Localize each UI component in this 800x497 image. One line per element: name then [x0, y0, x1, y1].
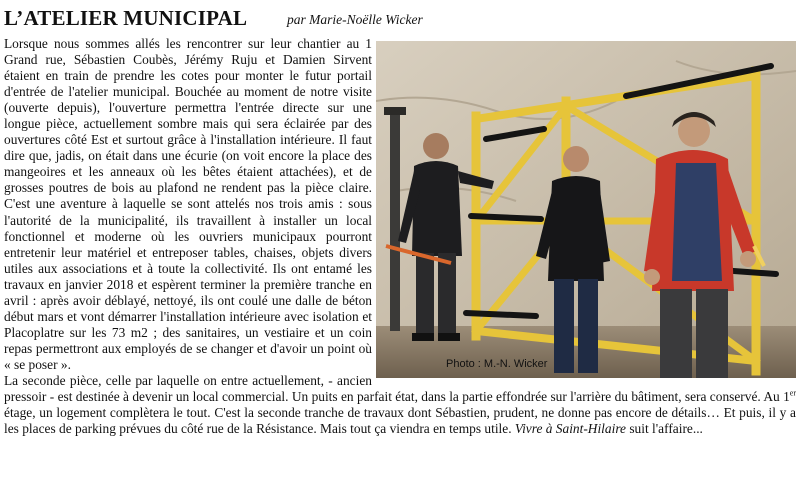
article-body	[4, 36, 796, 437]
paragraph-2-publication-name: Vivre à Saint-Hilaire	[514, 421, 626, 437]
article-paragraph-1: Lorsque nous sommes allés les rencontrer sur leur chantier au 1 Grand rue, Sébastien Coubès, Jérémy Ruju et Damien Sirvent étaient en train de prendre les cotes pour monter le futur portail d'entrée de l'atelier municipal. Bouchée au moment de notre visite (ouverte depuis), l'ouverture permettra l'entrée directe sur une longue pièce, actuellement sombre mais qui sera éclairée par des ouvertures côté Est et surtout grâce à l'installation intérieure. Il faut dire que, jadis, on était dans une écurie (on voit encore la place des mangeoires et les anneaux où les bêtes étaient attachées), et de grosses poutres de bois au plafond ne rendent pas la pièce claire. C'est une aventure à laquelle se sont attelés nos trois amis : sous l'autorité de la municipalité, ils travaillent à installer un local fonctionnel et moderne où les ouvriers municipaux pourront entretenir leur matériel et entreposer tables, chaises, objets divers utiles aux associations et à toute la collectivité. Ils ont entamé les travaux en janvier 2018 et espèrent terminer la première tranche en avril : après avoir déblayé, nettoyé, ils ont coulé une dalle de béton début mars et vont démarrer l'installation intérieure avec isolation et Placoplatre sur les 73 m2 ; des sanitaires, un vestiaire et un coin repas permettront aux employés de se changer et d'avoir un point où « se poser ».	[4, 36, 372, 372]
article-byline: par Marie-Noëlle Wicker	[287, 12, 423, 27]
paragraph-2-text-c: suit l'affaire...	[625, 421, 703, 437]
paragraph-2-superscript: er	[789, 388, 796, 398]
paragraph-2-text-a: La seconde pièce, celle par laquelle on entre actuellement, - ancien pressoir - est destinée à devenir un local commercial. Un puits en parfait état, dans la partie effondrée sur l'arrière du bâtiment, sera conservé. Au 1	[4, 372, 790, 405]
article-title: L’ATELIER MUNICIPAL	[4, 6, 248, 30]
article-header	[4, 4, 796, 32]
photo-spacer	[372, 36, 796, 381]
paragraph-2-text-b: étage, un logement complètera le tout. C'est la seconde tranche de travaux dont Sébastien, prudent, ne donne pas encore de détails… Et puis, il y a les places de parking prévues du côté rue de la Résistance. Mais tout ça viendra en temps utile.	[4, 405, 796, 437]
article-paragraph-2	[4, 373, 796, 437]
photo-credit: Photo : M.-N. Wicker	[446, 358, 548, 370]
